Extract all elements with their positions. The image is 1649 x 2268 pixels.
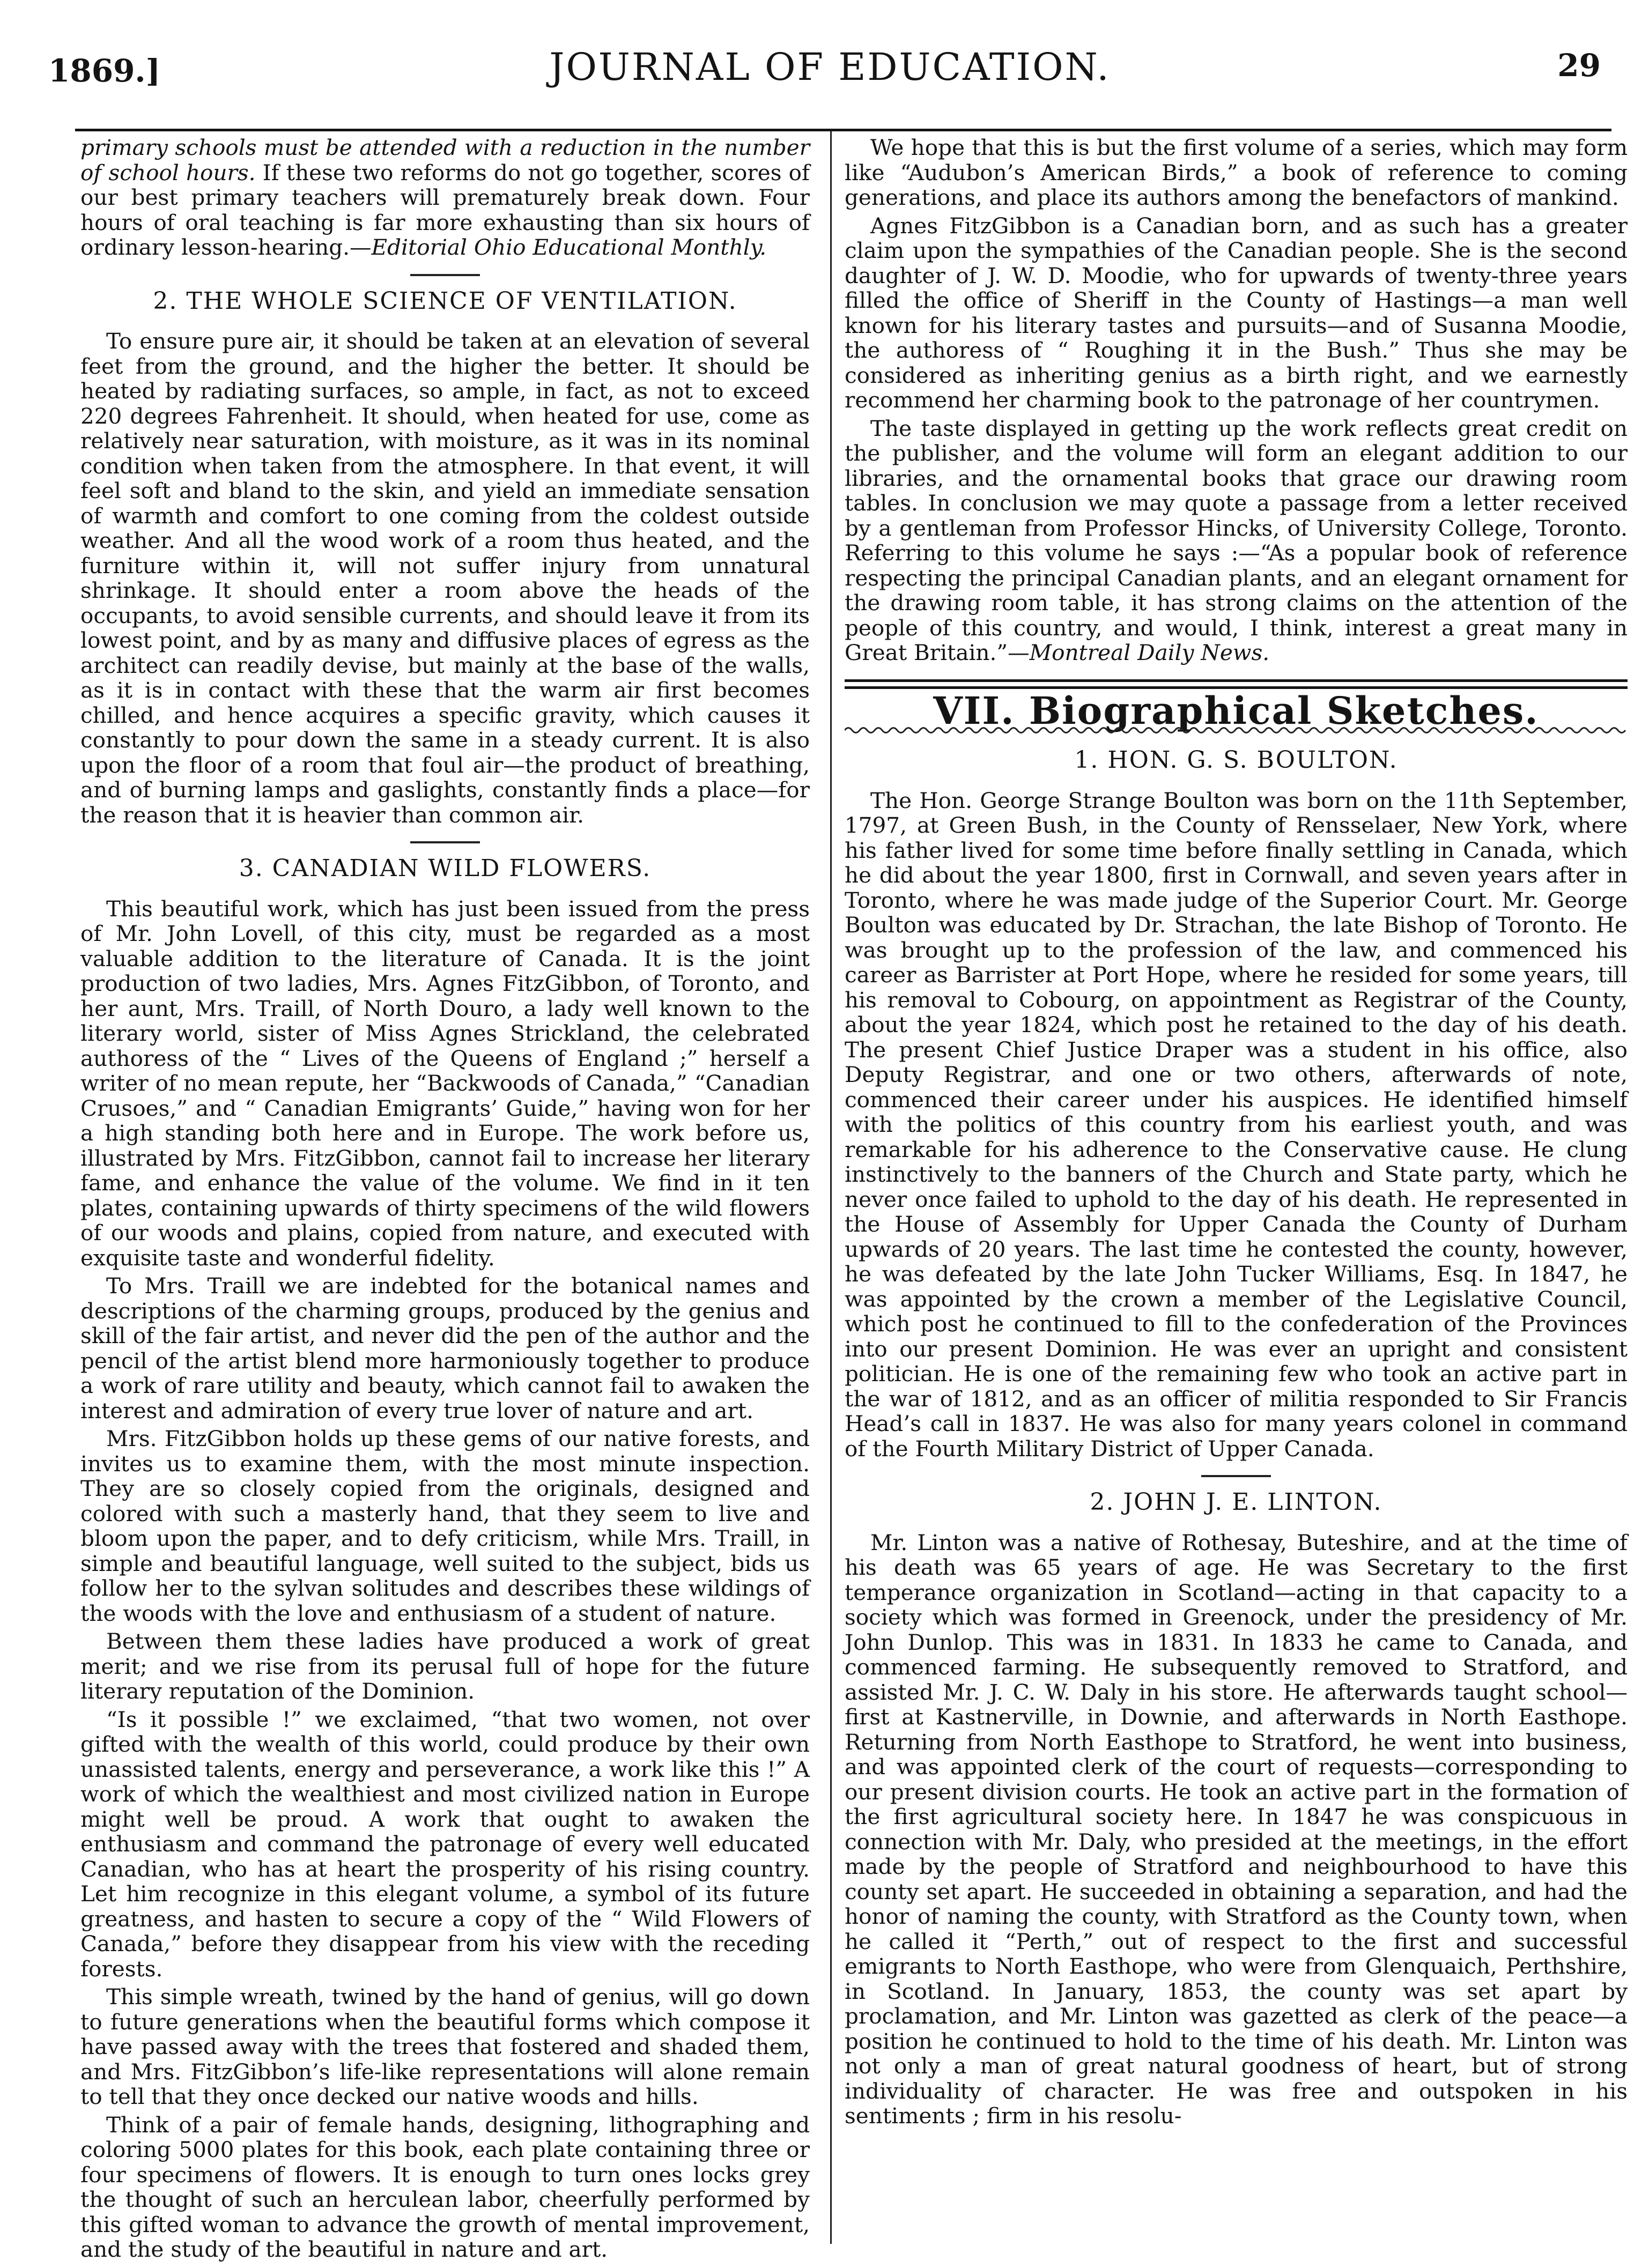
ventilation-paragraph: To ensure pure air, it should be taken at an elevation of several feet from the ground, and the higher the better. It should be heated by radiating surfaces, so ample, in fact, as not to exceed 220 degrees Fahrenheit. It should, when heated for use, come as relatively near saturation, with moisture, as it was in its nominal condition when taken from the atmosphere. In that event, it will feel soft and bland to the skin, and yield an immediate sensation of warmth and comfort to one coming from the coldest outside weather. And all the wood work of a room thus heated, and the furniture within it, will not suffer injury from unnatural shrinkage. It should enter a room above the heads of the occupants, to avoid sensible currents, and should leave it from its lowest point, and by as many and diffusive places of egress as the architect can readily devise, but mainly at the base of the walls, as it is in contact with these that the warm air first becomes chilled, and hence acquires a specific gravity, which causes it constantly to pour down the same in a steady current. It is also upon the floor of a room that foul air—the product of breathing, and of burning lamps and gaslights, constantly finds a place—for the reason that it is heavier than common air.: [80, 328, 810, 828]
linton-title: 2. JOHN J. E. LINTON.: [1090, 1488, 1382, 1516]
wildflowers-paragraph: Between them these ladies have produced a work of great merit; and we rise from its perusal full of hope for the future literary reputation of the Dominion.: [80, 1628, 810, 1704]
header-year: 1869.]: [48, 53, 161, 89]
wildflowers-cont-paragraph: We hope that this is but the first volume of a series, which may form like “Audubon’s American Birds,” a book of reference to coming generations, and place its authors among the benefactors of mankind.: [845, 135, 1628, 210]
chapter-title: VII. Biographical Sketches.: [933, 688, 1539, 733]
wildflowers-paragraph: To Mrs. Traill we are indebted for the botanical names and descriptions of the charming groups, produced by the genius and skill of the fair artist, and never did the pen of the author and the pencil of the artist blend more harmoniously together to produce a work of rare utility and beauty, which cannot fail to awaken the interest and admiration of every true lover of nature and art.: [80, 1273, 810, 1424]
page-number: 29: [1557, 47, 1601, 84]
wildflowers-paragraph: This beautiful work, which has just been issued from the press of Mr. John Lovell, of this city, must be regarded as a most valuable addition to the literature of Canada. It is the joint production of two ladies, Mrs. Agnes FitzGibbon, of Toronto, and her aunt, Mrs. Traill, of North Douro, a lady well known to the literary world, sister of Miss Agnes Strickland, the celebrated authoress of the “ Lives of the Queens of England ;” herself a writer of no mean repute, her “Backwoods of Canada,” “Canadian Crusoes,” and “ Canadian Emigrants’ Guide,” having won for her a high standing both here and in Europe. The work before us, illustrated by Mrs. FitzGibbon, cannot fail to increase her literary fame, and enhance the value of the volume. We find in it ten plates, containing upwards of thirty specimens of the wild flowers of our woods and plains, copied from nature, and executed with exquisite taste and wonderful fidelity.: [80, 895, 810, 1271]
wildflowers-paragraph: “Is it possible !” we exclaimed, “that two women, not over gifted with the wealth of this world, could produce by their own unassisted talents, energy and perseverance, a work like this !” A work of which the wealthiest and most civilized nation in Europe might well be proud. A work that ought to awaken the enthusiasm and command the patronage of every well educated Canadian, who has at heart the prosperity of his rising country. Let him recognize in this elegant volume, a symbol of its future greatness, and hasten to secure a copy of the “ Wild Flowers of Canada,” before they disappear from his view with the receding forests.: [80, 1706, 810, 1982]
header-title: JOURNAL OF EDUCATION.: [549, 45, 1111, 89]
wildflowers-paragraph: Mrs. FitzGibbon holds up these gems of our native forests, and invites us to examine them, with the most minute inspection. They are so closely copied from the originals, designed and colored with such a masterly hand, that they seem to live and bloom upon the paper, and to defy criticism, while Mrs. Traill, in simple and beautiful language, well suited to the subject, bids us follow her to the sylvan solitudes and describes these wildings of the woods with the love and enthusiasm of a student of nature.: [80, 1426, 810, 1626]
wildflowers-title: 3. CANADIAN WILD FLOWERS.: [239, 855, 652, 882]
intro-text: If these two reforms do not go together, scores of our best primary teachers will prematurely break down. Four hours of oral teaching is far more exhausting than six hours of ordinary lesson-hearing.—: [80, 159, 810, 260]
wildflowers-cont-paragraph: Agnes FitzGibbon is a Canadian born, and as such has a greater claim upon the sympathies of the Canadian people. She is the second daughter of J. W. D. Moodie, who for upwards of twenty-three years filled the office of Sheriff in the County of Hastings—a man well known for his literary tastes and pursuits—and of Susanna Moodie, the authoress of “ Roughing it in the Bush.” Thus she may be considered as inheriting genius as a birth right, and we earnestly recommend her charming book to the patronage of her countrymen.: [845, 212, 1628, 413]
linton-paragraph: Mr. Linton was a native of Rothesay, Buteshire, and at the time of his death was 65 years of age. He was Secretary to the first temperance organization in Scotland—acting in that capacity to a society which was formed in Greenock, under the presidency of Mr. John Dunlop. This was in 1831. In 1833 he came to Canada, and commenced farming. He subsequently removed to Stratford, and assisted Mr. J. C. W. Daly in his store. He afterwards taught school—first at Kastnerville, in Downie, and afterwards in North Easthope. Returning from North Easthope to Stratford, he went into business, and was appointed clerk of the court of requests—corresponding to our present division courts. He took an active part in the formation of the first agricultural society here. In 1847 he was conspicuous in connection with Mr. Daly, who presided at the meetings, in the effort made by the people of Stratford and neighbourhood to have this county set apart. He succeeded in obtaining a separation, and had the honor of naming the county, with Stratford as the County town, when he called it “Perth,” out of respect to the first and successful emigrants to North Easthope, who were from Glenquaich, Perthshire, in Scotland. In January, 1853, the county was set apart by proclamation, and Mr. Linton was gazetted as clerk of the peace—a position he continued to hold to the time of his death. Mr. Linton was not only a man of great natural goodness of heart, but of strong individuality of character. He was free and outspoken in his sentiments ; firm in his resolu-: [845, 1529, 1628, 2129]
wildflowers-paragraph: Think of a pair of female hands, designing, lithographing and coloring 5000 plates for this book, each plate containing three or four specimens of flowers. It is enough to turn ones locks grey the thought of such an herculean labor, cheerfully performed by this gifted woman to advance the growth of mental improvement, and the study of the beautiful in nature and art.: [80, 2111, 810, 2262]
intro-paragraph: [80, 135, 810, 260]
header-rule: [75, 129, 1611, 131]
boulton-paragraph: The Hon. George Strange Boulton was born on the 11th September, 1797, at Green Bush, in the County of Rensselaer, New York, where his father lived for some time before finally settling in Canada, which he did about the year 1800, first in Cornwall, and seven years after in Toronto, where he was made judge of the Superior Court. Mr. George Boulton was educated by Dr. Strachan, the late Bishop of Toronto. He was brought up to the profession of the law, and commenced his career as Barrister at Port Hope, where he resided for some years, till his removal to Cobourg, on appointment as Registrar of the County, about the year 1824, which post he retained to the day of his death. The present Chief Justice Draper was a student in his office, also Deputy Registrar, and one or two others, afterwards of note, commenced their career under his auspices. He identified himself with the politics of this country from his earliest youth, and was remarkable for his adherence to the Conservative cause. He clung instinctively to the banners of the Church and State party, which he never once failed to uphold to the day of his death. He represented in the House of Assembly for Upper Canada the County of Durham upwards of 20 years. The last time he contested the county, however, he was defeated by the late John Tucker Williams, Esq. In 1847, he was appointed by the crown a member of the Legislative Council, which post he continued to fill to the confederation of the Provinces into our present Dominion. He was ever an upright and consistent politician. He is one of the remaining few who took an active part in the war of 1812, and as an officer of militia responded to Sir Francis Head’s call in 1837. He was also for many years colonel in command of the Fourth Military District of Upper Canada.: [845, 787, 1628, 1462]
section-rule: [410, 274, 480, 276]
ventilation-title: 2. THE WHOLE SCIENCE OF VENTILATION.: [153, 287, 737, 315]
wildflowers-cont-paragraph: [845, 416, 1628, 665]
intro-source: Editorial Ohio Educational Monthly.: [371, 234, 767, 260]
page-header: [48, 38, 1611, 102]
section-rule: [1201, 1475, 1271, 1477]
wildflowers-paragraph: This simple wreath, twined by the hand of genius, will go down to future generations when the beautiful forms which compose it have passed away with the trees that fostered and shaded them, and Mrs. FitzGibbon’s life-like representations will alone remain to tell that they once decked our native woods and hills.: [80, 1984, 810, 2109]
boulton-title: 1. HON. G. S. BOULTON.: [1074, 746, 1398, 774]
section-rule: [410, 841, 480, 843]
chapter-double-rule: [845, 679, 1628, 689]
left-column: [80, 135, 810, 2265]
quote-text: The taste displayed in getting up the work reflects great credit on the publisher, and the volume will form an elegant addition to our libraries, and the ornamental books that grace our drawing room tables. In conclusion we may quote a passage from a letter received by a gentleman from Professor Hincks, of University College, Toronto. Referring to this volume he says :—“As a popular book of reference respecting the principal Canadian plants, and an elegant ornament for the drawing room table, it has strong claims on the attention of the people of this country, and would, I think, interest a great many in Great Britain.”—: [845, 415, 1628, 665]
quote-source: Montreal Daily News.: [1029, 640, 1270, 665]
right-column: [845, 135, 1628, 2132]
column-divider: [830, 131, 832, 2244]
intro-italic: primary schools must be attended with a reduction in the number of school hours.: [80, 135, 810, 186]
